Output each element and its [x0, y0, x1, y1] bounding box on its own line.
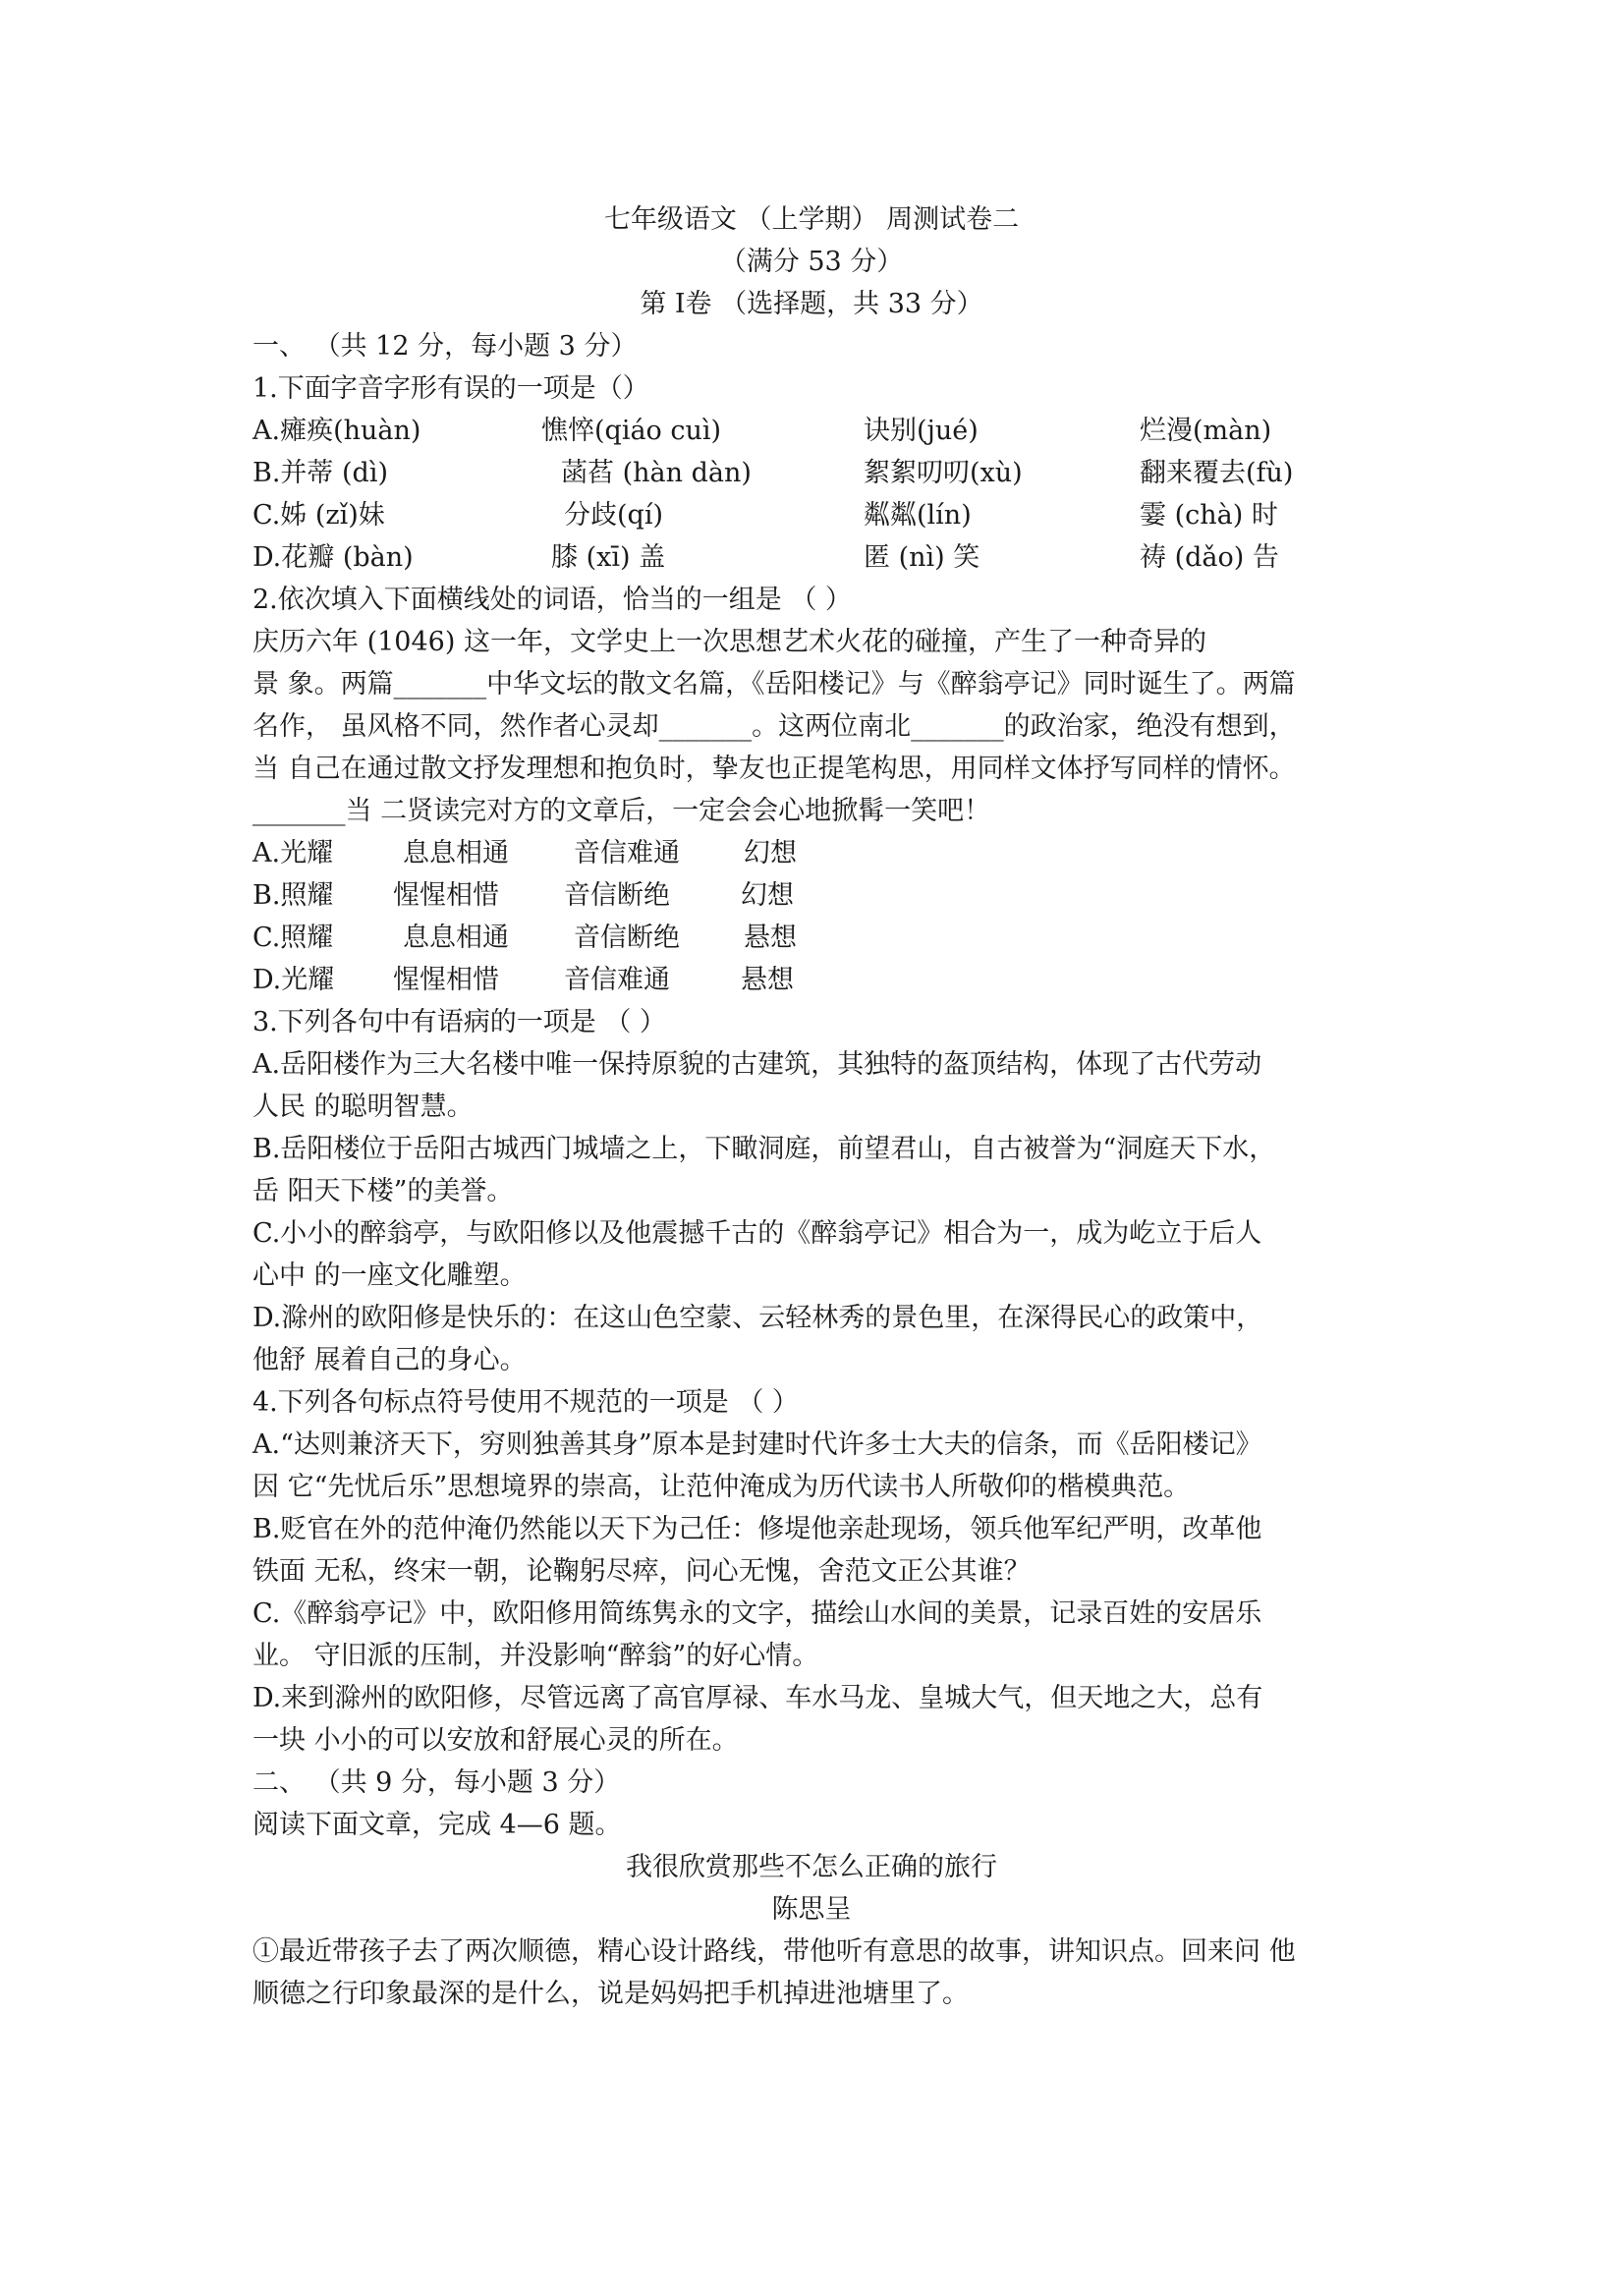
q2-option-cell: 幻想 [741, 880, 794, 911]
q2-option-cell: C.照耀 [252, 923, 334, 953]
q2-option-cell: 音信断绝 [574, 923, 680, 953]
article-paragraph-line: 顺德之行印象最深的是什么，说是妈妈把手机掉进池塘里了。 [252, 1979, 969, 2009]
reading-instruction: 阅读下面文章，完成 4—6 题。 [252, 1810, 622, 1840]
q2-option-cell: 音信难通 [564, 965, 670, 995]
q1-option-cell: D.花瓣 (bàn) [252, 542, 414, 573]
q3-line: C.小小的醉翁亭，与欧阳修以及他震撼千古的《醉翁亭记》相合为一，成为屹立于后人 [252, 1218, 1262, 1249]
q1-option-cell: 诀别(jué) [864, 416, 979, 446]
q2-option-cell: A.光耀 [252, 838, 334, 868]
q2-option-cell: 息息相通 [403, 838, 509, 868]
q3-line: 心中 的一座文化雕塑。 [252, 1260, 527, 1291]
q2-option-cell: 悬想 [741, 965, 794, 995]
q1-option-cell: 霎 (chà) 时 [1140, 500, 1278, 531]
q1-option-cell: 膝 (xī) 盖 [551, 542, 666, 573]
q3-line: B.岳阳楼位于岳阳古城西门城墙之上，下瞰洞庭，前望君山，自古被誉为“洞庭天下水， [252, 1134, 1276, 1164]
section-title: 第 Ⅰ卷 （选择题，共 33 分） [640, 289, 983, 319]
q3-line: 他舒 展着自己的身心。 [252, 1345, 527, 1375]
q2-option-cell: 音信难通 [574, 838, 680, 868]
q4-line: C.《醉翁亭记》中，欧阳修用简练隽永的文字，描绘山水间的美景，记录百姓的安居乐 [252, 1598, 1262, 1629]
q2-passage-line: _______当 二贤读完对方的文章后，一定会会心地掀髯一笑吧！ [252, 796, 991, 826]
q1-option-cell: 憔悴(qiáo cuì) [541, 416, 722, 446]
q1-option-cell: 菡萏 (hàn dàn) [561, 458, 752, 488]
exam-title: 七年级语文 （上学期） 周测试卷二 [603, 204, 1020, 235]
q4-line: 铁面 无私，终宋一朝，论鞠躬尽瘁，问心无愧，舍范文正公其谁？ [252, 1556, 1031, 1587]
q1-option-row [252, 540, 1382, 576]
q2-option-cell: 惺惺相惜 [393, 880, 499, 911]
q2-passage-line: 景 象。两篇_______中华文坛的散文名篇，《岳阳楼记》与《醉翁亭记》同时诞生了。两篇 [252, 669, 1296, 700]
q4-stem: 4.下列各句标点符号使用不规范的一项是 （ ） [252, 1387, 799, 1418]
q1-option-cell: 分歧(qí) [564, 500, 663, 531]
q1-option-cell: 祷 (dǎo) 告 [1140, 542, 1279, 573]
q2-passage-line: 庆历六年 (1046) 这一年，文学史上一次思想艺术火花的碰撞，产生了一种奇异的 [252, 627, 1206, 657]
article-title: 我很欣赏那些不怎么正确的旅行 [626, 1852, 997, 1882]
q2-option-cell: D.光耀 [252, 965, 335, 995]
article-author: 陈思呈 [771, 1894, 852, 1925]
q4-line: B.贬官在外的范仲淹仍然能以天下为己任：修堤他亲赴现场，领兵他军纪严明，改革他 [252, 1514, 1262, 1544]
q1-option-cell: 絮絮叨叨(xù) [864, 458, 1023, 488]
q1-option-cell: 翻来覆去(fù) [1140, 458, 1294, 488]
q1-option-cell: 粼粼(lín) [864, 500, 972, 531]
q2-passage-line: 当 自己在通过散文抒发理想和抱负时，挚友也正提笔构思，用同样文体抒写同样的情怀。 [252, 754, 1296, 784]
q4-line: 因 它“先忧后乐”思想境界的崇高，让范仲淹成为历代读书人所敬仰的楷模典范。 [252, 1472, 1191, 1502]
q2-passage-line: 名作， 虽风格不同，然作者心灵却_______。这两位南北_______的政治家，绝没有想到， [252, 711, 1296, 742]
part-two-heading: 二、 （共 9 分，每小题 3 分） [252, 1767, 621, 1798]
q1-option-row [252, 498, 1382, 533]
q2-option-cell: 幻想 [744, 838, 797, 868]
q2-option-cell: B.照耀 [252, 880, 334, 911]
q3-line: A.岳阳楼作为三大名楼中唯一保持原貌的古建筑，其独特的盔顶结构，体现了古代劳动 [252, 1049, 1262, 1080]
q1-option-cell: C.姊 (zǐ)妹 [252, 500, 385, 531]
q1-option-row [252, 456, 1382, 491]
q3-stem: 3.下列各句中有语病的一项是 （ ） [252, 1007, 666, 1037]
part-one-heading: 一、 （共 12 分，每小题 3 分） [252, 331, 638, 362]
q3-line: D.滁州的欧阳修是快乐的：在这山色空蒙、云轻林秀的景色里，在深得民心的政策中， [252, 1303, 1263, 1333]
q1-option-cell: B.并蒂 (dì) [252, 458, 388, 488]
q2-option-row [252, 878, 1382, 914]
q2-option-cell: 惺惺相惜 [393, 965, 499, 995]
q4-line: A.“达则兼济天下，穷则独善其身”原本是封建时代许多士大夫的信条，而《岳阳楼记》 [252, 1429, 1262, 1460]
q2-stem: 2.依次填入下面横线处的词语，恰当的一组是 （ ） [252, 585, 852, 615]
q1-option-row [252, 414, 1382, 449]
q2-option-row [252, 836, 1382, 871]
q4-line: 一块 小小的可以安放和舒展心灵的所在。 [252, 1725, 739, 1756]
q4-line: 业。 守旧派的压制，并没影响“醉翁”的好心情。 [252, 1641, 819, 1671]
article-paragraph-line: ①最近带孩子去了两次顺德，精心设计路线，带他听有意思的故事，讲知识点。回来问 他 [252, 1936, 1296, 1967]
q4-line: D.来到滁州的欧阳修，尽管远离了高官厚禄、车水马龙、皇城大气，但天地之大，总有 [252, 1683, 1263, 1713]
q2-option-row [252, 963, 1382, 998]
q2-option-cell: 息息相通 [403, 923, 509, 953]
exam-full-score: （满分 53 分） [719, 247, 904, 277]
q1-option-cell: 匿 (nì) 笑 [864, 542, 980, 573]
q1-option-cell: A.瘫痪(huàn) [252, 416, 421, 446]
q2-option-cell: 悬想 [744, 923, 797, 953]
q2-option-cell: 音信断绝 [564, 880, 670, 911]
q2-option-row [252, 921, 1382, 956]
q1-stem: 1.下面字音字形有误的一项是（） [252, 373, 649, 404]
q3-line: 人民 的聪明智慧。 [252, 1092, 474, 1122]
q3-line: 岳 阳天下楼”的美誉。 [252, 1176, 514, 1206]
q1-option-cell: 烂漫(màn) [1140, 416, 1272, 446]
